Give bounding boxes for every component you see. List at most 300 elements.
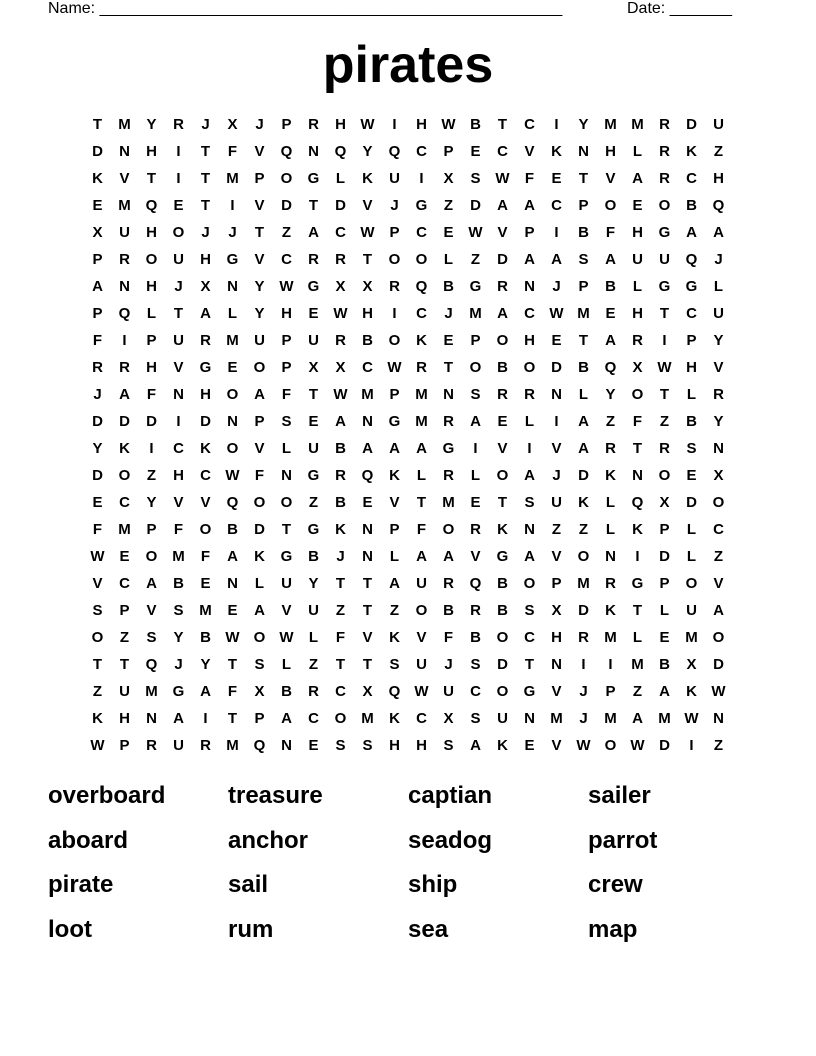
- grid-cell[interactable]: T: [497, 494, 508, 511]
- grid-cell[interactable]: C: [335, 683, 346, 700]
- grid-cell[interactable]: V: [173, 494, 184, 511]
- grid-cell[interactable]: V: [551, 683, 562, 700]
- grid-cell[interactable]: S: [146, 629, 157, 646]
- grid-cell[interactable]: C: [119, 494, 130, 511]
- grid-cell[interactable]: I: [662, 332, 667, 349]
- grid-cell[interactable]: L: [227, 305, 238, 322]
- grid-cell[interactable]: F: [416, 521, 427, 538]
- grid-cell[interactable]: Q: [253, 737, 266, 754]
- grid-cell[interactable]: R: [443, 467, 454, 484]
- grid-cell[interactable]: E: [308, 737, 319, 754]
- grid-cell[interactable]: W: [90, 737, 105, 754]
- grid-cell[interactable]: M: [118, 521, 131, 538]
- grid-cell[interactable]: U: [173, 332, 184, 349]
- grid-cell[interactable]: G: [631, 575, 644, 592]
- grid-cell[interactable]: B: [578, 359, 589, 376]
- grid-cell[interactable]: V: [605, 170, 616, 187]
- grid-cell[interactable]: S: [524, 602, 535, 619]
- grid-cell[interactable]: M: [145, 683, 158, 700]
- grid-cell[interactable]: Z: [713, 737, 724, 754]
- grid-cell[interactable]: I: [554, 224, 559, 241]
- grid-cell[interactable]: S: [335, 737, 346, 754]
- grid-cell[interactable]: A: [524, 548, 535, 565]
- grid-cell[interactable]: R: [470, 602, 481, 619]
- grid-cell[interactable]: Z: [146, 467, 157, 484]
- grid-cell[interactable]: O: [334, 710, 347, 727]
- grid-cell[interactable]: E: [497, 413, 508, 430]
- grid-cell[interactable]: G: [307, 521, 320, 538]
- grid-cell[interactable]: N: [362, 413, 373, 430]
- grid-cell[interactable]: C: [524, 629, 535, 646]
- grid-cell[interactable]: A: [389, 440, 400, 457]
- grid-cell[interactable]: D: [92, 143, 103, 160]
- grid-cell[interactable]: N: [551, 386, 562, 403]
- grid-cell[interactable]: M: [469, 305, 482, 322]
- grid-cell[interactable]: K: [389, 710, 400, 727]
- grid-cell[interactable]: W: [684, 710, 699, 727]
- grid-cell[interactable]: K: [551, 143, 562, 160]
- grid-cell[interactable]: W: [468, 224, 483, 241]
- grid-cell[interactable]: X: [443, 710, 454, 727]
- grid-cell[interactable]: O: [172, 224, 185, 241]
- grid-cell[interactable]: P: [578, 197, 589, 214]
- grid-cell[interactable]: G: [307, 170, 320, 187]
- grid-cell[interactable]: J: [552, 467, 561, 484]
- grid-cell[interactable]: C: [281, 251, 292, 268]
- grid-cell[interactable]: A: [632, 710, 643, 727]
- grid-cell[interactable]: T: [200, 143, 211, 160]
- grid-cell[interactable]: Q: [388, 143, 401, 160]
- grid-cell[interactable]: G: [415, 197, 428, 214]
- name-field[interactable]: Name: ____________________________________________________: [48, 0, 563, 17]
- grid-cell[interactable]: B: [605, 278, 616, 295]
- grid-cell[interactable]: D: [686, 494, 697, 511]
- grid-cell[interactable]: J: [228, 224, 237, 241]
- grid-cell[interactable]: E: [470, 494, 481, 511]
- grid-cell[interactable]: E: [551, 170, 562, 187]
- grid-cell[interactable]: H: [524, 332, 535, 349]
- grid-cell[interactable]: F: [524, 170, 535, 187]
- grid-cell[interactable]: T: [119, 656, 130, 673]
- grid-cell[interactable]: T: [578, 170, 589, 187]
- grid-cell[interactable]: P: [119, 737, 130, 754]
- grid-cell[interactable]: U: [659, 251, 670, 268]
- grid-cell[interactable]: W: [576, 737, 591, 754]
- grid-cell[interactable]: Y: [254, 305, 265, 322]
- grid-cell[interactable]: B: [470, 116, 481, 133]
- grid-cell[interactable]: A: [254, 386, 265, 403]
- grid-cell[interactable]: K: [686, 143, 697, 160]
- grid-cell[interactable]: U: [173, 251, 184, 268]
- grid-cell[interactable]: M: [172, 548, 185, 565]
- grid-cell[interactable]: Y: [308, 575, 319, 592]
- grid-cell[interactable]: N: [524, 521, 535, 538]
- grid-cell[interactable]: A: [227, 548, 238, 565]
- grid-cell[interactable]: K: [335, 521, 346, 538]
- grid-cell[interactable]: N: [281, 737, 292, 754]
- grid-cell[interactable]: Y: [713, 332, 724, 349]
- grid-cell[interactable]: L: [443, 251, 454, 268]
- grid-cell[interactable]: V: [119, 170, 130, 187]
- grid-cell[interactable]: R: [308, 683, 319, 700]
- grid-cell[interactable]: N: [578, 143, 589, 160]
- grid-cell[interactable]: L: [470, 467, 481, 484]
- grid-cell[interactable]: S: [686, 440, 697, 457]
- grid-cell[interactable]: O: [145, 548, 158, 565]
- grid-cell[interactable]: T: [362, 575, 373, 592]
- grid-cell[interactable]: E: [443, 332, 454, 349]
- grid-cell[interactable]: T: [524, 656, 535, 673]
- grid-cell[interactable]: D: [92, 413, 103, 430]
- grid-cell[interactable]: A: [173, 710, 184, 727]
- grid-cell[interactable]: L: [524, 413, 535, 430]
- grid-cell[interactable]: I: [149, 440, 154, 457]
- grid-cell[interactable]: I: [176, 143, 181, 160]
- grid-cell[interactable]: G: [685, 278, 698, 295]
- grid-cell[interactable]: M: [631, 656, 644, 673]
- grid-cell[interactable]: P: [524, 224, 535, 241]
- grid-cell[interactable]: O: [388, 251, 401, 268]
- grid-cell[interactable]: D: [200, 413, 211, 430]
- grid-cell[interactable]: B: [497, 602, 508, 619]
- grid-cell[interactable]: I: [176, 170, 181, 187]
- grid-cell[interactable]: K: [632, 521, 643, 538]
- grid-cell[interactable]: P: [254, 170, 265, 187]
- grid-cell[interactable]: Y: [713, 413, 724, 430]
- grid-cell[interactable]: V: [470, 548, 481, 565]
- grid-cell[interactable]: Y: [605, 386, 616, 403]
- grid-cell[interactable]: N: [119, 278, 130, 295]
- grid-cell[interactable]: K: [497, 737, 508, 754]
- grid-cell[interactable]: I: [554, 413, 559, 430]
- grid-cell[interactable]: P: [254, 710, 265, 727]
- grid-cell[interactable]: A: [686, 224, 697, 241]
- grid-cell[interactable]: E: [524, 737, 535, 754]
- grid-cell[interactable]: X: [713, 467, 724, 484]
- grid-cell[interactable]: G: [172, 683, 185, 700]
- grid-cell[interactable]: M: [226, 170, 239, 187]
- grid-cell[interactable]: S: [470, 170, 481, 187]
- grid-cell[interactable]: G: [226, 251, 239, 268]
- grid-cell[interactable]: J: [174, 656, 183, 673]
- grid-cell[interactable]: L: [281, 440, 292, 457]
- grid-cell[interactable]: N: [146, 710, 157, 727]
- grid-cell[interactable]: N: [173, 386, 184, 403]
- grid-cell[interactable]: R: [119, 251, 130, 268]
- grid-cell[interactable]: H: [146, 224, 157, 241]
- grid-cell[interactable]: W: [360, 116, 375, 133]
- grid-cell[interactable]: A: [416, 548, 427, 565]
- grid-cell[interactable]: V: [254, 143, 265, 160]
- grid-cell[interactable]: C: [686, 305, 697, 322]
- grid-cell[interactable]: O: [496, 467, 509, 484]
- grid-cell[interactable]: L: [632, 278, 643, 295]
- grid-cell[interactable]: N: [281, 467, 292, 484]
- grid-cell[interactable]: P: [146, 332, 157, 349]
- grid-cell[interactable]: N: [713, 440, 724, 457]
- grid-cell[interactable]: P: [389, 521, 400, 538]
- grid-cell[interactable]: T: [173, 305, 184, 322]
- grid-cell[interactable]: R: [173, 116, 184, 133]
- grid-cell[interactable]: X: [308, 359, 319, 376]
- grid-cell[interactable]: O: [415, 602, 428, 619]
- grid-cell[interactable]: U: [173, 737, 184, 754]
- grid-cell[interactable]: F: [200, 548, 211, 565]
- grid-cell[interactable]: A: [578, 413, 589, 430]
- grid-cell[interactable]: C: [416, 305, 427, 322]
- grid-cell[interactable]: O: [253, 629, 266, 646]
- grid-cell[interactable]: X: [335, 278, 346, 295]
- grid-cell[interactable]: B: [659, 656, 670, 673]
- grid-cell[interactable]: Z: [308, 656, 319, 673]
- grid-cell[interactable]: C: [416, 143, 427, 160]
- grid-cell[interactable]: I: [527, 440, 532, 457]
- grid-cell[interactable]: Z: [389, 602, 400, 619]
- grid-cell[interactable]: G: [388, 413, 401, 430]
- grid-cell[interactable]: P: [254, 413, 265, 430]
- grid-cell[interactable]: F: [227, 683, 238, 700]
- grid-cell[interactable]: D: [470, 197, 481, 214]
- grid-cell[interactable]: X: [443, 170, 454, 187]
- grid-cell[interactable]: T: [578, 332, 589, 349]
- grid-cell[interactable]: X: [551, 602, 562, 619]
- grid-cell[interactable]: O: [442, 521, 455, 538]
- grid-cell[interactable]: R: [632, 332, 643, 349]
- grid-cell[interactable]: U: [119, 224, 130, 241]
- grid-cell[interactable]: U: [389, 170, 400, 187]
- grid-cell[interactable]: E: [227, 602, 238, 619]
- grid-cell[interactable]: P: [281, 359, 292, 376]
- grid-cell[interactable]: R: [335, 251, 346, 268]
- grid-cell[interactable]: H: [146, 359, 157, 376]
- grid-cell[interactable]: L: [632, 629, 643, 646]
- grid-cell[interactable]: I: [392, 305, 397, 322]
- grid-cell[interactable]: V: [173, 359, 184, 376]
- grid-cell[interactable]: K: [497, 521, 508, 538]
- grid-cell[interactable]: Q: [226, 494, 239, 511]
- grid-cell[interactable]: S: [578, 251, 589, 268]
- grid-cell[interactable]: S: [389, 656, 400, 673]
- grid-cell[interactable]: N: [605, 548, 616, 565]
- grid-cell[interactable]: D: [335, 197, 346, 214]
- grid-cell[interactable]: K: [578, 494, 589, 511]
- grid-cell[interactable]: N: [362, 548, 373, 565]
- grid-cell[interactable]: C: [308, 710, 319, 727]
- grid-cell[interactable]: G: [307, 467, 320, 484]
- grid-cell[interactable]: G: [280, 548, 293, 565]
- date-field[interactable]: Date: _______: [627, 0, 732, 17]
- grid-cell[interactable]: J: [201, 116, 210, 133]
- grid-cell[interactable]: W: [225, 467, 240, 484]
- grid-cell[interactable]: L: [335, 170, 346, 187]
- grid-cell[interactable]: L: [686, 521, 697, 538]
- grid-cell[interactable]: T: [362, 656, 373, 673]
- grid-cell[interactable]: R: [335, 467, 346, 484]
- grid-cell[interactable]: T: [200, 170, 211, 187]
- grid-cell[interactable]: G: [658, 224, 671, 241]
- grid-cell[interactable]: W: [360, 224, 375, 241]
- grid-cell[interactable]: Q: [604, 359, 617, 376]
- grid-cell[interactable]: V: [200, 494, 211, 511]
- grid-cell[interactable]: A: [416, 440, 427, 457]
- grid-cell[interactable]: Y: [146, 494, 157, 511]
- grid-cell[interactable]: M: [226, 332, 239, 349]
- grid-cell[interactable]: Z: [713, 548, 724, 565]
- grid-cell[interactable]: L: [254, 575, 265, 592]
- grid-cell[interactable]: U: [308, 440, 319, 457]
- grid-cell[interactable]: V: [524, 143, 535, 160]
- grid-cell[interactable]: P: [92, 251, 103, 268]
- grid-cell[interactable]: P: [686, 332, 697, 349]
- grid-cell[interactable]: K: [686, 683, 697, 700]
- grid-cell[interactable]: M: [361, 710, 374, 727]
- grid-cell[interactable]: Z: [470, 251, 481, 268]
- grid-cell[interactable]: B: [497, 575, 508, 592]
- grid-cell[interactable]: B: [686, 413, 697, 430]
- grid-cell[interactable]: O: [145, 251, 158, 268]
- grid-cell[interactable]: K: [119, 440, 130, 457]
- grid-cell[interactable]: N: [632, 467, 643, 484]
- grid-cell[interactable]: O: [253, 359, 266, 376]
- grid-cell[interactable]: U: [119, 683, 130, 700]
- grid-cell[interactable]: H: [605, 143, 616, 160]
- grid-cell[interactable]: Z: [713, 143, 724, 160]
- grid-cell[interactable]: A: [200, 683, 211, 700]
- grid-cell[interactable]: A: [470, 737, 481, 754]
- grid-cell[interactable]: N: [227, 413, 238, 430]
- grid-cell[interactable]: K: [200, 440, 211, 457]
- grid-cell[interactable]: Y: [92, 440, 103, 457]
- grid-cell[interactable]: F: [335, 629, 346, 646]
- grid-cell[interactable]: Q: [469, 575, 482, 592]
- grid-cell[interactable]: L: [146, 305, 157, 322]
- grid-cell[interactable]: R: [389, 278, 400, 295]
- grid-cell[interactable]: O: [523, 575, 536, 592]
- grid-cell[interactable]: O: [91, 629, 104, 646]
- grid-cell[interactable]: L: [686, 548, 697, 565]
- grid-cell[interactable]: V: [551, 440, 562, 457]
- grid-cell[interactable]: A: [605, 332, 616, 349]
- grid-cell[interactable]: S: [470, 386, 481, 403]
- grid-cell[interactable]: A: [119, 386, 130, 403]
- grid-cell[interactable]: N: [524, 278, 535, 295]
- grid-cell[interactable]: R: [497, 386, 508, 403]
- grid-cell[interactable]: V: [713, 575, 724, 592]
- grid-cell[interactable]: T: [146, 170, 157, 187]
- grid-cell[interactable]: R: [659, 143, 670, 160]
- grid-cell[interactable]: W: [333, 305, 348, 322]
- grid-cell[interactable]: E: [173, 197, 184, 214]
- grid-cell[interactable]: P: [659, 575, 670, 592]
- grid-cell[interactable]: E: [605, 305, 616, 322]
- grid-cell[interactable]: O: [604, 737, 617, 754]
- grid-cell[interactable]: E: [308, 413, 319, 430]
- grid-cell[interactable]: G: [523, 683, 536, 700]
- grid-cell[interactable]: A: [578, 440, 589, 457]
- grid-cell[interactable]: F: [92, 332, 103, 349]
- grid-cell[interactable]: R: [713, 386, 724, 403]
- grid-cell[interactable]: H: [362, 305, 373, 322]
- grid-cell[interactable]: B: [281, 683, 292, 700]
- grid-cell[interactable]: H: [119, 710, 130, 727]
- grid-cell[interactable]: J: [579, 683, 588, 700]
- grid-cell[interactable]: C: [200, 467, 211, 484]
- grid-cell[interactable]: C: [551, 197, 562, 214]
- grid-cell[interactable]: O: [658, 197, 671, 214]
- grid-cell[interactable]: E: [443, 224, 454, 241]
- grid-cell[interactable]: M: [361, 386, 374, 403]
- grid-cell[interactable]: K: [605, 467, 616, 484]
- grid-cell[interactable]: N: [524, 710, 535, 727]
- grid-cell[interactable]: U: [254, 332, 265, 349]
- grid-cell[interactable]: X: [335, 359, 346, 376]
- grid-cell[interactable]: T: [659, 305, 670, 322]
- grid-cell[interactable]: T: [308, 386, 319, 403]
- grid-cell[interactable]: M: [118, 197, 131, 214]
- grid-cell[interactable]: J: [93, 386, 102, 403]
- grid-cell[interactable]: M: [199, 602, 212, 619]
- grid-cell[interactable]: V: [146, 602, 157, 619]
- grid-cell[interactable]: M: [415, 386, 428, 403]
- grid-cell[interactable]: Q: [388, 683, 401, 700]
- grid-cell[interactable]: B: [686, 197, 697, 214]
- grid-cell[interactable]: I: [473, 440, 478, 457]
- grid-cell[interactable]: P: [443, 143, 454, 160]
- grid-cell[interactable]: X: [659, 494, 670, 511]
- grid-cell[interactable]: J: [174, 278, 183, 295]
- grid-cell[interactable]: X: [362, 278, 373, 295]
- grid-cell[interactable]: S: [524, 494, 535, 511]
- grid-cell[interactable]: P: [578, 278, 589, 295]
- grid-cell[interactable]: M: [577, 305, 590, 322]
- grid-cell[interactable]: Z: [632, 683, 643, 700]
- grid-cell[interactable]: R: [497, 278, 508, 295]
- grid-cell[interactable]: J: [714, 251, 723, 268]
- grid-cell[interactable]: U: [713, 305, 724, 322]
- grid-cell[interactable]: D: [146, 413, 157, 430]
- grid-cell[interactable]: X: [686, 656, 697, 673]
- grid-cell[interactable]: T: [227, 710, 238, 727]
- grid-cell[interactable]: T: [362, 251, 373, 268]
- grid-cell[interactable]: R: [470, 521, 481, 538]
- grid-cell[interactable]: B: [200, 629, 211, 646]
- grid-cell[interactable]: E: [470, 143, 481, 160]
- grid-cell[interactable]: P: [389, 224, 400, 241]
- grid-cell[interactable]: K: [605, 602, 616, 619]
- grid-cell[interactable]: B: [470, 629, 481, 646]
- grid-cell[interactable]: T: [416, 494, 427, 511]
- grid-cell[interactable]: L: [281, 656, 292, 673]
- grid-cell[interactable]: O: [604, 197, 617, 214]
- grid-cell[interactable]: D: [254, 521, 265, 538]
- grid-cell[interactable]: K: [362, 170, 373, 187]
- grid-cell[interactable]: O: [685, 575, 698, 592]
- grid-cell[interactable]: N: [362, 521, 373, 538]
- grid-cell[interactable]: T: [335, 656, 346, 673]
- grid-cell[interactable]: F: [443, 629, 454, 646]
- grid-cell[interactable]: F: [632, 413, 643, 430]
- grid-cell[interactable]: V: [713, 359, 724, 376]
- grid-cell[interactable]: S: [281, 413, 292, 430]
- grid-cell[interactable]: E: [200, 575, 211, 592]
- grid-cell[interactable]: Q: [280, 143, 293, 160]
- grid-cell[interactable]: A: [335, 413, 346, 430]
- grid-cell[interactable]: K: [389, 467, 400, 484]
- grid-cell[interactable]: B: [578, 224, 589, 241]
- grid-cell[interactable]: G: [442, 440, 455, 457]
- grid-cell[interactable]: R: [416, 359, 427, 376]
- grid-cell[interactable]: T: [335, 575, 346, 592]
